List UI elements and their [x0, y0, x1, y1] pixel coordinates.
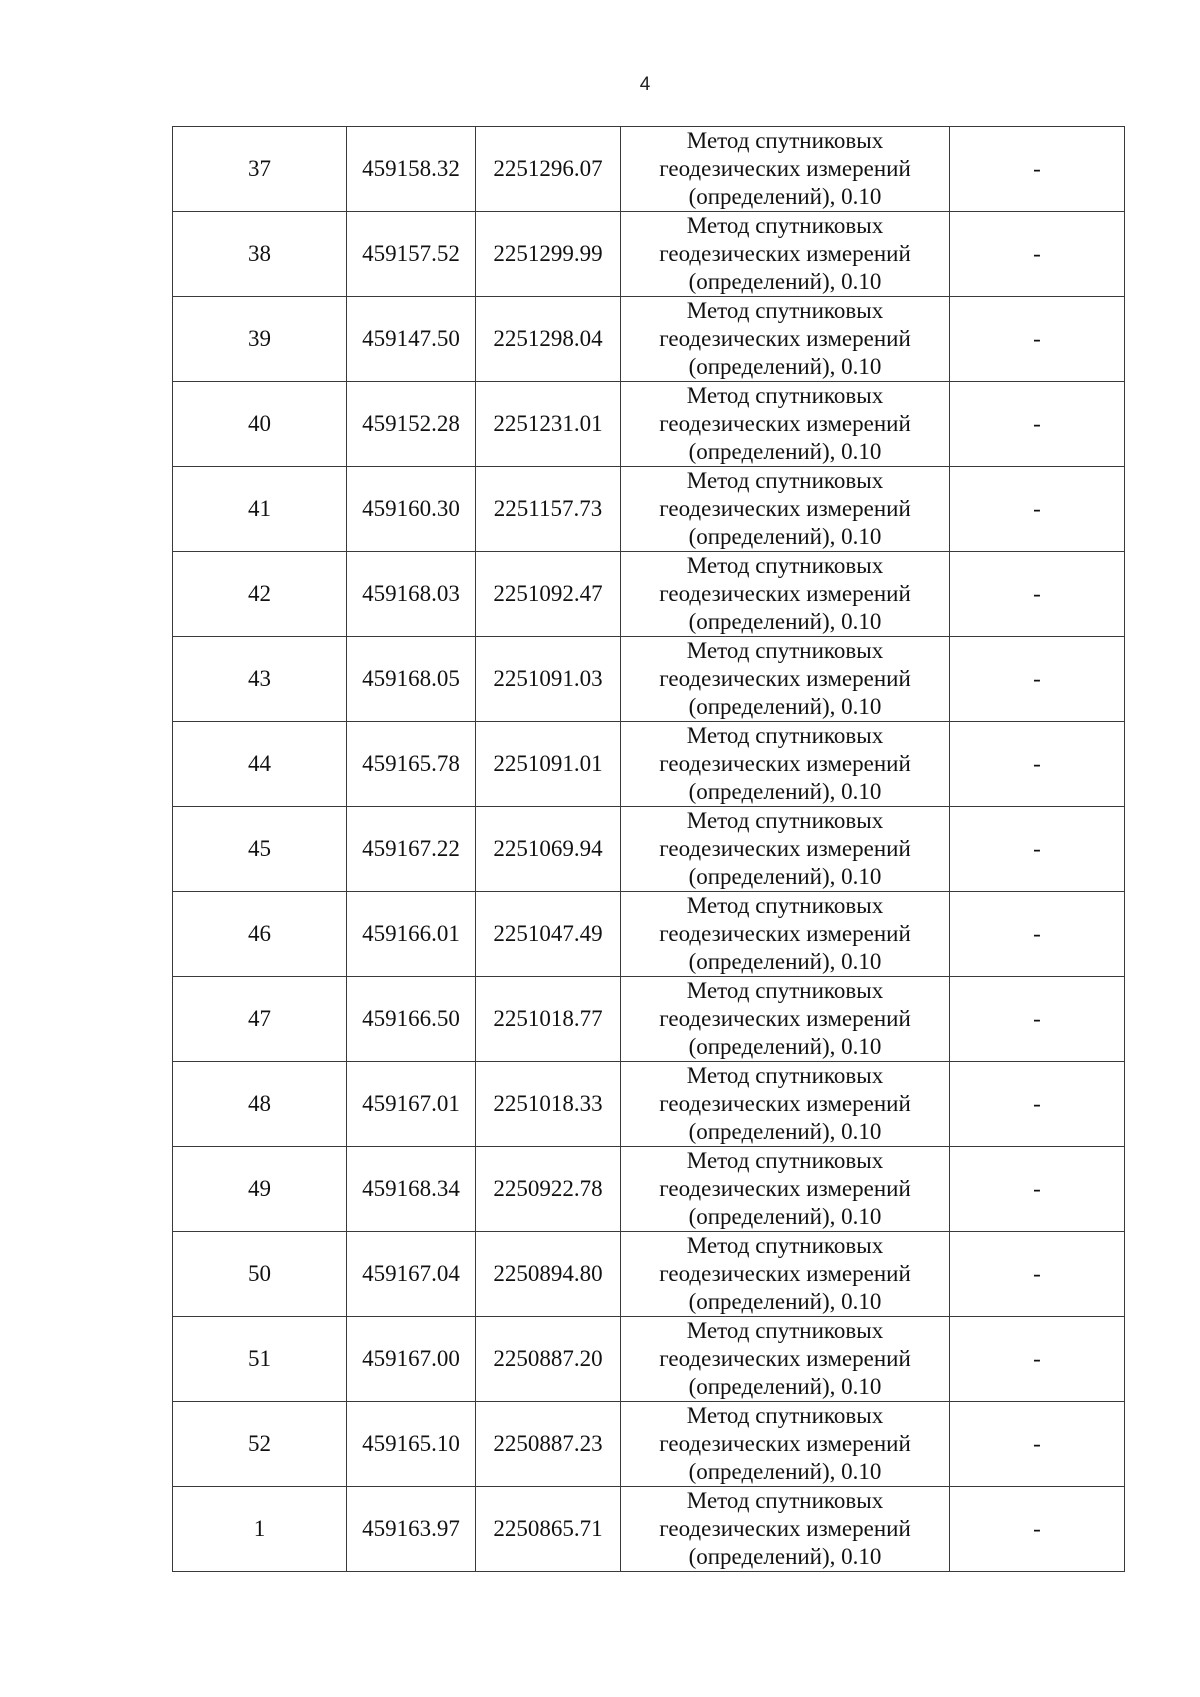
y-coordinate-cell: 2251231.01: [476, 382, 621, 467]
method-line: Метод спутниковых: [686, 553, 884, 578]
method-line: (определений), 0.10: [688, 1204, 882, 1229]
table-row: [173, 127, 1125, 212]
x-coordinate-cell: 459147.50: [347, 297, 476, 382]
method-line: Метод спутниковых: [686, 1233, 884, 1258]
point-number-cell: 40: [173, 382, 347, 467]
x-coordinate-cell: 459168.03: [347, 552, 476, 637]
x-coordinate-cell: 459165.78: [347, 722, 476, 807]
method-cell: [621, 212, 950, 297]
method-line: геодезических измерений: [659, 1006, 911, 1031]
method-line: (определений), 0.10: [688, 949, 882, 974]
note-cell: -: [950, 977, 1125, 1062]
point-number-cell: 50: [173, 1232, 347, 1317]
method-line: Метод спутниковых: [686, 893, 884, 918]
point-number-cell: 48: [173, 1062, 347, 1147]
y-coordinate-cell: 2251296.07: [476, 127, 621, 212]
note-cell: -: [950, 552, 1125, 637]
point-number-cell: 38: [173, 212, 347, 297]
table-row: [173, 722, 1125, 807]
table-row: [173, 1062, 1125, 1147]
point-number-cell: 46: [173, 892, 347, 977]
page-number: 4: [639, 74, 651, 95]
x-coordinate-cell: 459167.04: [347, 1232, 476, 1317]
method-line: геодезических измерений: [659, 751, 911, 776]
note-cell: -: [950, 1062, 1125, 1147]
table-row: [173, 212, 1125, 297]
y-coordinate-cell: 2251091.03: [476, 637, 621, 722]
point-number-cell: 39: [173, 297, 347, 382]
method-line: (определений), 0.10: [688, 609, 882, 634]
note-cell: -: [950, 637, 1125, 722]
method-line: Метод спутниковых: [686, 213, 884, 238]
method-line: геодезических измерений: [659, 1261, 911, 1286]
method-line: (определений), 0.10: [688, 524, 882, 549]
method-line: геодезических измерений: [659, 326, 911, 351]
method-line: геодезических измерений: [659, 1346, 911, 1371]
method-cell: [621, 297, 950, 382]
point-number-cell: 37: [173, 127, 347, 212]
method-line: геодезических измерений: [659, 1091, 911, 1116]
method-line: (определений), 0.10: [688, 1459, 882, 1484]
point-number-cell: 42: [173, 552, 347, 637]
note-cell: -: [950, 297, 1125, 382]
method-line: геодезических измерений: [659, 496, 911, 521]
point-number-cell: 1: [173, 1487, 347, 1572]
method-line: геодезических измерений: [659, 1176, 911, 1201]
method-line: (определений), 0.10: [688, 1119, 882, 1144]
method-line: Метод спутниковых: [686, 298, 884, 323]
method-cell: [621, 892, 950, 977]
y-coordinate-cell: 2251298.04: [476, 297, 621, 382]
x-coordinate-cell: 459167.01: [347, 1062, 476, 1147]
coordinates-table-body: [173, 127, 1125, 1572]
method-cell: [621, 1402, 950, 1487]
point-number-cell: 52: [173, 1402, 347, 1487]
method-line: геодезических измерений: [659, 1431, 911, 1456]
table-row: [173, 1487, 1125, 1572]
x-coordinate-cell: 459160.30: [347, 467, 476, 552]
method-cell: [621, 382, 950, 467]
method-line: Метод спутниковых: [686, 383, 884, 408]
x-coordinate-cell: 459152.28: [347, 382, 476, 467]
note-cell: -: [950, 807, 1125, 892]
note-cell: -: [950, 722, 1125, 807]
table-row: [173, 1147, 1125, 1232]
table-row: [173, 1232, 1125, 1317]
method-cell: [621, 1232, 950, 1317]
method-line: (определений), 0.10: [688, 1374, 882, 1399]
note-cell: -: [950, 127, 1125, 212]
point-number-cell: 43: [173, 637, 347, 722]
method-cell: [621, 552, 950, 637]
table-row: [173, 807, 1125, 892]
coordinates-table: [172, 126, 1125, 1572]
method-line: геодезических измерений: [659, 581, 911, 606]
x-coordinate-cell: 459165.10: [347, 1402, 476, 1487]
method-line: геодезических измерений: [659, 836, 911, 861]
method-line: геодезических измерений: [659, 921, 911, 946]
method-line: (определений), 0.10: [688, 354, 882, 379]
table-row: [173, 1317, 1125, 1402]
method-line: Метод спутниковых: [686, 978, 884, 1003]
note-cell: -: [950, 1487, 1125, 1572]
method-line: Метод спутниковых: [686, 1063, 884, 1088]
method-line: (определений), 0.10: [688, 184, 882, 209]
method-line: Метод спутниковых: [686, 1403, 884, 1428]
method-cell: [621, 637, 950, 722]
note-cell: -: [950, 382, 1125, 467]
method-line: (определений), 0.10: [688, 864, 882, 889]
table-row: [173, 977, 1125, 1062]
y-coordinate-cell: 2251092.47: [476, 552, 621, 637]
method-line: (определений), 0.10: [688, 694, 882, 719]
note-cell: -: [950, 892, 1125, 977]
y-coordinate-cell: 2251299.99: [476, 212, 621, 297]
y-coordinate-cell: 2250887.23: [476, 1402, 621, 1487]
x-coordinate-cell: 459167.22: [347, 807, 476, 892]
x-coordinate-cell: 459168.34: [347, 1147, 476, 1232]
method-cell: [621, 977, 950, 1062]
table-row: [173, 467, 1125, 552]
y-coordinate-cell: 2251047.49: [476, 892, 621, 977]
method-line: геодезических измерений: [659, 241, 911, 266]
method-line: (определений), 0.10: [688, 1034, 882, 1059]
method-line: (определений), 0.10: [688, 779, 882, 804]
method-cell: [621, 1317, 950, 1402]
table-row: [173, 637, 1125, 722]
note-cell: -: [950, 1232, 1125, 1317]
point-number-cell: 51: [173, 1317, 347, 1402]
method-cell: [621, 127, 950, 212]
point-number-cell: 47: [173, 977, 347, 1062]
method-line: Метод спутниковых: [686, 128, 884, 153]
method-line: геодезических измерений: [659, 1516, 911, 1541]
method-cell: [621, 1487, 950, 1572]
table-row: [173, 297, 1125, 382]
method-line: Метод спутниковых: [686, 638, 884, 663]
method-line: Метод спутниковых: [686, 723, 884, 748]
method-cell: [621, 1147, 950, 1232]
y-coordinate-cell: 2250887.20: [476, 1317, 621, 1402]
method-line: Метод спутниковых: [686, 1488, 884, 1513]
table-row: [173, 382, 1125, 467]
y-coordinate-cell: 2250865.71: [476, 1487, 621, 1572]
method-line: (определений), 0.10: [688, 439, 882, 464]
note-cell: -: [950, 1317, 1125, 1402]
method-line: геодезических измерений: [659, 156, 911, 181]
table-row: [173, 892, 1125, 977]
x-coordinate-cell: 459158.32: [347, 127, 476, 212]
y-coordinate-cell: 2250922.78: [476, 1147, 621, 1232]
note-cell: -: [950, 1147, 1125, 1232]
x-coordinate-cell: 459157.52: [347, 212, 476, 297]
note-cell: -: [950, 212, 1125, 297]
point-number-cell: 44: [173, 722, 347, 807]
method-line: (определений), 0.10: [688, 1289, 882, 1314]
method-line: (определений), 0.10: [688, 1544, 882, 1569]
x-coordinate-cell: 459166.01: [347, 892, 476, 977]
method-line: геодезических измерений: [659, 411, 911, 436]
y-coordinate-cell: 2251157.73: [476, 467, 621, 552]
y-coordinate-cell: 2251018.33: [476, 1062, 621, 1147]
method-line: Метод спутниковых: [686, 1148, 884, 1173]
point-number-cell: 49: [173, 1147, 347, 1232]
x-coordinate-cell: 459167.00: [347, 1317, 476, 1402]
method-line: Метод спутниковых: [686, 468, 884, 493]
method-line: Метод спутниковых: [686, 1318, 884, 1343]
point-number-cell: 41: [173, 467, 347, 552]
y-coordinate-cell: 2251091.01: [476, 722, 621, 807]
method-cell: [621, 1062, 950, 1147]
method-line: геодезических измерений: [659, 666, 911, 691]
method-cell: [621, 722, 950, 807]
x-coordinate-cell: 459168.05: [347, 637, 476, 722]
table-row: [173, 552, 1125, 637]
table-row: [173, 1402, 1125, 1487]
x-coordinate-cell: 459166.50: [347, 977, 476, 1062]
y-coordinate-cell: 2250894.80: [476, 1232, 621, 1317]
y-coordinate-cell: 2251069.94: [476, 807, 621, 892]
method-line: (определений), 0.10: [688, 269, 882, 294]
method-line: Метод спутниковых: [686, 808, 884, 833]
note-cell: -: [950, 467, 1125, 552]
method-cell: [621, 467, 950, 552]
point-number-cell: 45: [173, 807, 347, 892]
note-cell: -: [950, 1402, 1125, 1487]
method-cell: [621, 807, 950, 892]
y-coordinate-cell: 2251018.77: [476, 977, 621, 1062]
x-coordinate-cell: 459163.97: [347, 1487, 476, 1572]
